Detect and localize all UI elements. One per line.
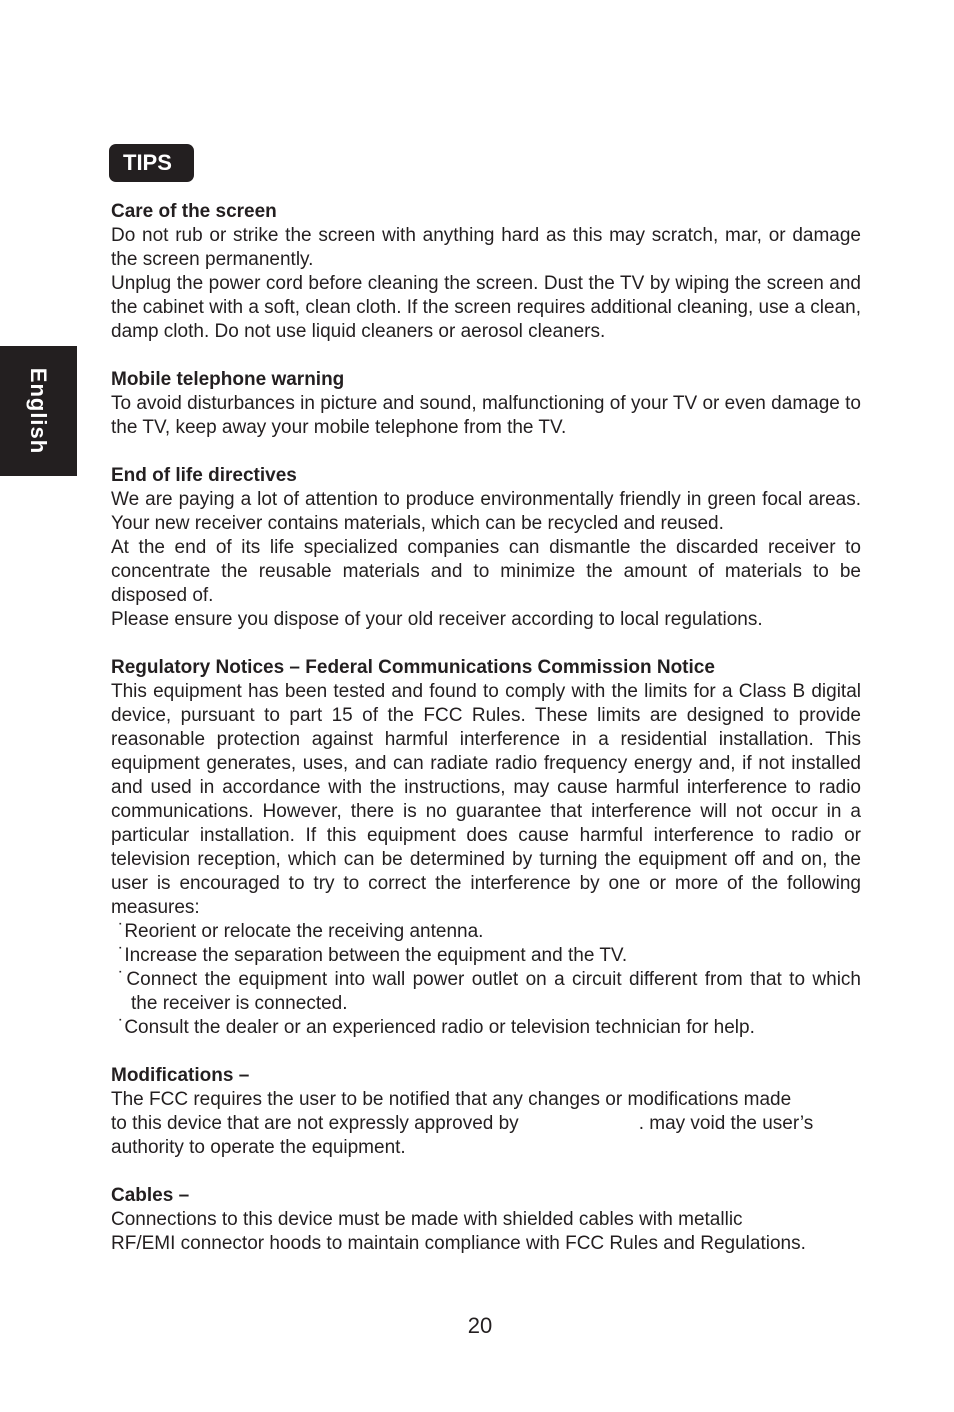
measures-list bbox=[111, 920, 861, 1040]
section-heading: Modifications – bbox=[111, 1065, 250, 1086]
tips-badge: TIPS bbox=[109, 144, 194, 182]
section-heading: Mobile telephone warning bbox=[111, 369, 345, 390]
section-end-of-life bbox=[111, 464, 861, 632]
paragraph: We are paying a lot of attention to produce environmentally friendly in green focal areas. Your new receiver contains materials, which can be recycled and reused. bbox=[111, 489, 861, 534]
paragraph: This equipment has been tested and found to comply with the limits for a Class B digital device, pursuant to part 15 of the FCC Rules. These limits are designed to provide reasonable protection against harmful interference in a residential installation. This equipment generates, uses, and can radiate radio frequency energy and, if not installed and used in accordance with the instructions, may cause harmful interference to radio communications. However, there is no guarantee that interference will not occur in a particular installation. If this equipment does cause harmful interference to radio or television reception, which can be determined by turning the equipment off and on, the user is encouraged to try to correct the interference by one or more of the following measures: bbox=[111, 681, 861, 918]
text-line: RF/EMI connector hoods to maintain compliance with FCC Rules and Regulations. bbox=[111, 1233, 806, 1254]
text-line: authority to operate the equipment. bbox=[111, 1137, 406, 1158]
section-care-of-screen bbox=[111, 200, 861, 344]
text-line bbox=[111, 1112, 861, 1136]
section-cables bbox=[111, 1184, 861, 1256]
list-item: ˙Connect the equipment into wall power outlet on a circuit different from that to which the receiver is connected. bbox=[118, 969, 861, 1014]
section-heading: Cables – bbox=[111, 1185, 190, 1206]
paragraph: Unplug the power cord before cleaning the screen. Dust the TV by wiping the screen and the cabinet with a soft, clean cloth. If the screen requires additional cleaning, use a clean, damp cloth. Do not use liquid cleaners or aerosol cleaners. bbox=[111, 273, 861, 342]
text-fragment: . may void the user’s bbox=[638, 1113, 814, 1134]
paragraph: To avoid disturbances in picture and sound, malfunctioning of your TV or even damage to the TV, keep away your mobile telephone from the TV. bbox=[111, 393, 861, 438]
text-fragment: to this device that are not expressly approved by bbox=[111, 1113, 519, 1134]
section-heading: Regulatory Notices – Federal Communications Commission Notice bbox=[111, 657, 715, 678]
text-line: Connections to this device must be made with shielded cables with metallic bbox=[111, 1209, 743, 1230]
tips-content bbox=[111, 200, 861, 1256]
page-number: 20 bbox=[467, 1313, 493, 1338]
section-modifications bbox=[111, 1064, 861, 1160]
list-item: ˙Increase the separation between the equipment and the TV. bbox=[118, 945, 628, 966]
section-heading: End of life directives bbox=[111, 465, 297, 486]
paragraph: Do not rub or strike the screen with anything hard as this may scratch, mar, or damage the screen permanently. bbox=[111, 225, 861, 270]
language-side-tab-label: English bbox=[26, 367, 51, 455]
section-heading: Care of the screen bbox=[111, 201, 277, 222]
section-mobile-warning bbox=[111, 368, 861, 440]
language-side-tab bbox=[0, 346, 77, 476]
text-line: The FCC requires the user to be notified that any changes or modifications made bbox=[111, 1089, 792, 1110]
paragraph: Please ensure you dispose of your old receiver according to local regulations. bbox=[111, 609, 763, 630]
list-item: ˙Consult the dealer or an experienced radio or television technician for help. bbox=[118, 1017, 755, 1038]
list-item: ˙Reorient or relocate the receiving antenna. bbox=[118, 921, 484, 942]
paragraph: At the end of its life specialized companies can dismantle the discarded receiver to concentrate the reusable materials and to minimize the amount of materials to be disposed of. bbox=[111, 537, 861, 606]
section-fcc-notice bbox=[111, 656, 861, 1040]
